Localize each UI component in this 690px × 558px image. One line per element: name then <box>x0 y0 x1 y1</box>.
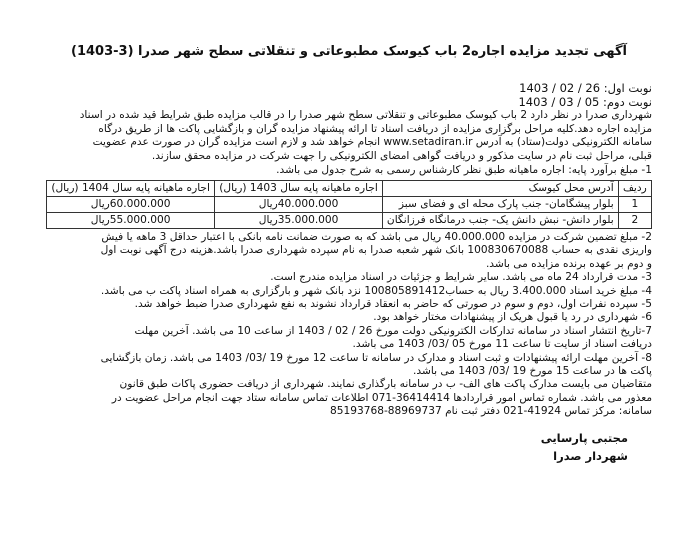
intro-line: سامانه الکترونیکی دولت(ستاد) به آدرس www.setadiran.ir انجام خواهد شد و لازم است مزایده گران در صورت عدم عضویت <box>92 136 652 149</box>
row-number: 2 <box>618 212 651 228</box>
tender-notice <box>46 30 652 540</box>
condition-line: 5- سپرده نفرات اول، دوم و سوم در صورتی که حاضر به انعقاد قرارداد نشوند به نفع شهرداری صدرا ضبط خواهد شد. <box>134 298 652 310</box>
kiosk-table <box>46 180 652 229</box>
signature-block <box>46 429 628 465</box>
signer-name: مجتبی پارسایی <box>540 430 628 445</box>
table-row <box>47 212 652 228</box>
row-number: 1 <box>618 196 651 212</box>
base-estimate-note: 1- مبلغ برآورد پایه: اجاره ماهیانه طبق نظر کارشناس رسمی به شرح جدول می باشد. <box>276 164 652 177</box>
rent-1403: 35.000.000ریال <box>215 212 383 228</box>
rent-1404: 60.000.000ریال <box>47 196 215 212</box>
condition-line: و دوم بر عهده برنده مزایده می باشد. <box>485 257 652 270</box>
notice-title: آگهی تجدید مزایده اجاره2 باب کیوسک مطبوعاتی و تنقلاتی سطح شهر صدرا (3-1403) <box>70 44 628 59</box>
table-row <box>47 196 652 212</box>
intro-line: شهرداری صدرا در نظر دارد 2 باب کیوسک مطبوعاتی و تنقلاتی سطح شهر صدرا را در قالب مزایده طبق شرایط قید شده در اسناد <box>79 109 652 121</box>
kiosk-address: بلوار دانش- نبش دانش یک- جنب درمانگاه فرزانگان <box>382 212 618 228</box>
intro-line: قبلی، مراحل ثبت نام در سایت مذکور و دریافت گواهی امضای الکترونیکی را جهت شرکت در مزایده محقق سازند. <box>151 149 652 162</box>
condition-line: پاکت ها در ساعت 15 مورخ 19 /03/ 1403 می باشد. <box>413 365 652 378</box>
condition-line: 3- مدت قرارداد 24 ماه می باشد. سایر شرایط و جزئیات در اسناد مزایده مندرج است. <box>270 271 652 284</box>
table-header-row <box>47 180 652 196</box>
intro-paragraph <box>46 109 652 163</box>
notice-dates <box>46 81 652 109</box>
col-rent-1404: اجاره ماهیانه پایه سال 1404 (ریال) <box>47 180 215 196</box>
condition-line: 4- مبلغ خرید اسناد 3.400.000 ریال به حساب100805891412 نزد بانک شهر و بارگزاری به همراه اسناد پاکت ب می باشد. <box>100 284 652 297</box>
condition-line: 6- شهرداری در رد یا قبول هریک از پیشنهادات مختار خواهد بود. <box>373 311 652 324</box>
intro-line: مزایده اجاره دهد.کلیه مراحل برگزاری مزایده از دریافت اسناد تا ارائه پیشنهاد مزایده گران و بازگشایی پاکت ها از طریق درگاه <box>98 122 652 135</box>
condition-line: متقاضیان می بایست مدارک پاکت های الف- ب در سامانه بارگذاری نمایند. شهرداری از دریافت حضوری پاکات طبق قانون <box>119 378 652 391</box>
signer-position: شهردار صدرا <box>553 448 628 463</box>
kiosk-address: بلوار پیشگامان- جنب پارک محله ای و فضای سبز <box>382 196 618 212</box>
conditions-list <box>46 231 652 419</box>
col-rent-1403: اجاره ماهیانه پایه سال 1403 (ریال) <box>215 180 383 196</box>
col-row-number: ردیف <box>618 180 651 196</box>
col-address: آدرس محل کیوسک <box>382 180 618 196</box>
first-publication-date: نوبت اول: 26 / 02 / 1403 <box>519 81 652 95</box>
condition-line: معذور می باشد. شماره تماس امور قراردادها 36414414-071 اطلاعات تماس سامانه ستاد جهت انجام مراحل عضویت در <box>111 391 652 404</box>
condition-line: دریافت اسناد از سایت تا ساعت 11 مورخ 05 /03/ 1403 می باشد. <box>352 338 652 351</box>
condition-line: سامانه: مرکز تماس 41924-021 دفتر ثبت نام 88969737-85193768 <box>330 405 652 418</box>
condition-line: واریزی نقدی به حساب 100830670088 بانک شهر شعبه صدرا به نام سپرده شهرداری صدرا باشد.هزینه درج آگهی نوبت اول <box>100 244 652 257</box>
second-publication-date: نوبت دوم: 05 / 03 / 1403 <box>518 95 652 109</box>
condition-line: 2- مبلغ تضمین شرکت در مزایده 40.000.000 ریال می باشد که به صورت ضمانت نامه بانکی با اعتبار حداقل 3 ماهه یا فیش <box>101 230 652 243</box>
condition-line: 7-تاریخ انتشار اسناد در سامانه تدارکات الکترونیکی دولت مورخ 26 / 02 / 1403 از ساعت 10 می باشد. آخرین مهلت <box>134 324 652 337</box>
condition-line: 8- آخرین مهلت ارائه پیشنهادات و ثبت اسناد و مدارک در سامانه تا ساعت 12 مورخ 19 /03/ 1403 می باشد. زمان بازگشایی <box>100 351 652 364</box>
rent-1403: 40.000.000ریال <box>215 196 383 212</box>
rent-1404: 55.000.000ریال <box>47 212 215 228</box>
